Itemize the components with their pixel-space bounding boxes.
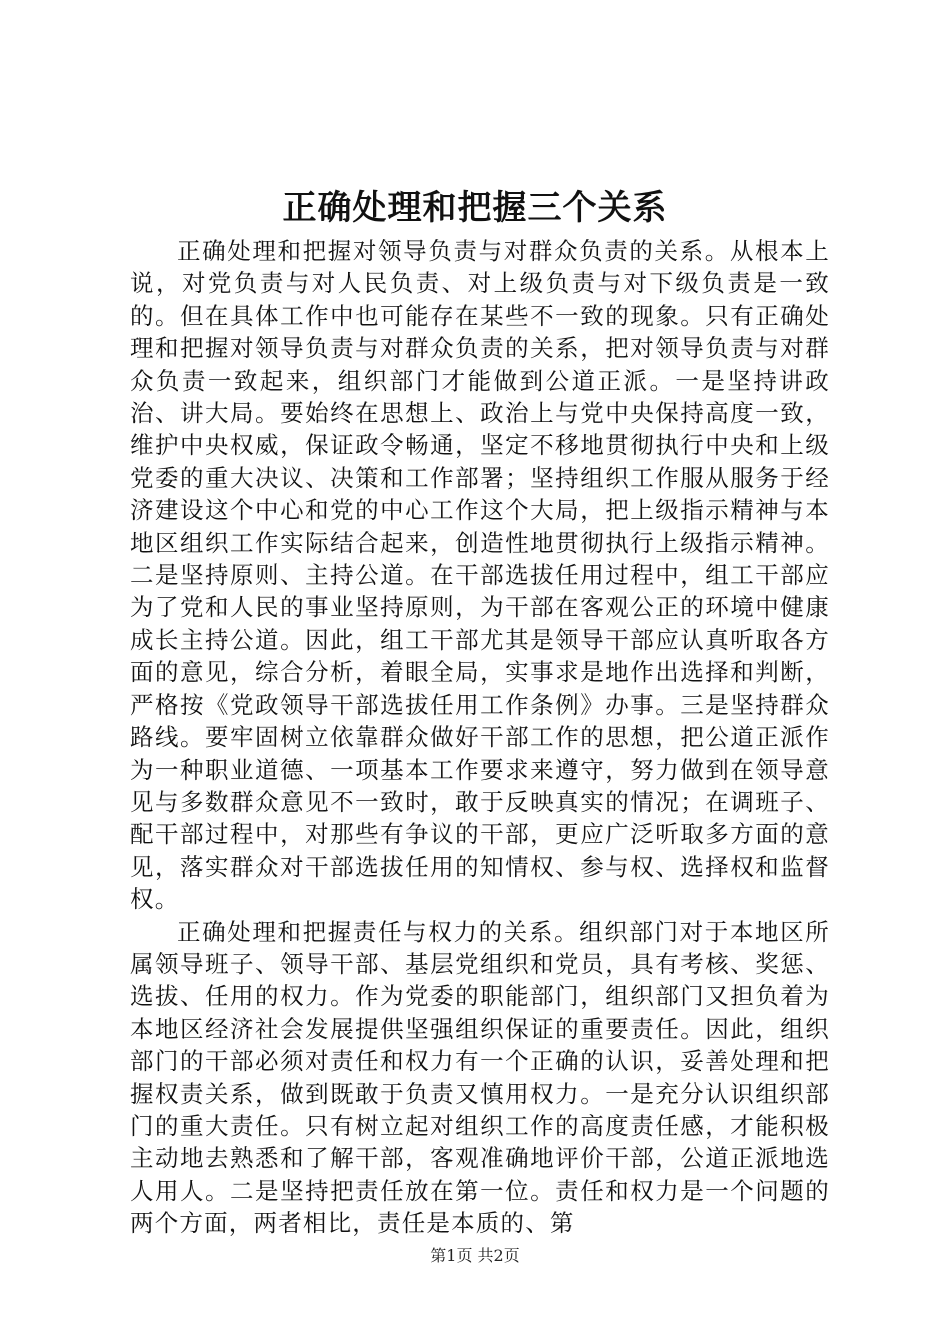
paragraph-1: 正确处理和把握对领导负责与对群众负责的关系。从根本上说，对党负责与对人民负责、对上级负责与对下级负责是一致的。但在具体工作中也可能存在某些不一致的现象。只有正确处理和把握对领导负责与对群众负责的关系，把对领导负责与对群众负责一致起来，组织部门才能做到公道正派。一是坚持讲政治、讲大局。要始终在思想上、政治上与党中央保持高度一致，维护中央权威，保证政令畅通，坚定不移地贯彻执行中央和上级党委的重大决议、决策和工作部署；坚持组织工作服从服务于经济建设这个中心和党的中心工作这个大局，把上级指示精神与本地区组织工作实际结合起来，创造性地贯彻执行上级指示精神。二是坚持原则、主持公道。在干部选拔任用过程中，组工干部应为了党和人民的事业坚持原则，为干部在客观公正的环境中健康成长主持公道。因此，组工干部尤其是领导干部应认真听取各方面的意见，综合分析，着眼全局，实事求是地作出选择和判断，严格按《党政领导干部选拔任用工作条例》办事。三是坚持群众路线。要牢固树立依靠群众做好干部工作的思想，把公道正派作为一种职业道德、一项基本工作要求来遵守，努力做到在领导意见与多数群众意见不一致时，敢于反映真实的情况；在调班子、配干部过程中，对那些有争议的干部，更应广泛听取多方面的意见，落实群众对干部选拔任用的知情权、参与权、选择权和监督权。	[130, 237, 830, 914]
paragraph-2: 正确处理和把握责任与权力的关系。组织部门对于本地区所属领导班子、领导干部、基层党组织和党员，具有考核、奖惩、选拔、任用的权力。作为党委的职能部门，组织部门又担负着为本地区经济社会发展提供坚强组织保证的重要责任。因此，组织部门的干部必须对责任和权力有一个正确的认识，妥善处理和把握权责关系，做到既敢于负责又慎用权力。一是充分认识组织部门的重大责任。只有树立起对组织工作的高度责任感，才能积极主动地去熟悉和了解干部，客观准确地评价干部，公道正派地选人用人。二是坚持把责任放在第一位。责任和权力是一个问题的两个方面，两者相比，责任是本质的、第	[130, 917, 830, 1238]
document-body	[130, 235, 830, 1240]
document-title: 正确处理和把握三个关系	[282, 188, 668, 228]
page-footer: 第1页 共2页	[430, 1246, 520, 1265]
